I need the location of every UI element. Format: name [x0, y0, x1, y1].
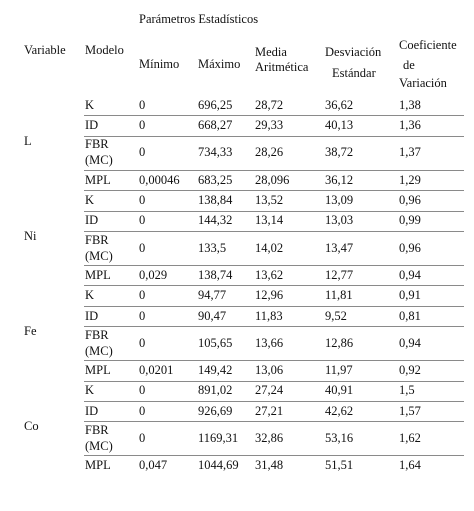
header-minimo: Mínimo — [139, 57, 180, 71]
row-divider — [84, 306, 464, 307]
max-cell: 138,84 — [198, 192, 233, 207]
variable-label: Ni — [24, 229, 37, 243]
header-variable: Variable — [24, 43, 66, 57]
min-cell: 0,047 — [139, 458, 168, 473]
max-cell: 683,25 — [198, 172, 233, 187]
max-cell: 144,32 — [198, 213, 233, 228]
modelo-cell: MPL — [85, 458, 111, 473]
max-cell: 668,27 — [198, 118, 233, 133]
coeficiente-cell: 0,92 — [399, 362, 421, 377]
media-cell: 27,24 — [255, 383, 284, 398]
coeficiente-cell: 0,94 — [399, 267, 421, 282]
coeficiente-cell: 0,96 — [399, 240, 421, 255]
max-cell: 696,25 — [198, 97, 233, 112]
row-divider — [84, 265, 464, 266]
variable-label: Co — [24, 419, 39, 434]
min-cell: 0,029 — [139, 267, 168, 282]
coeficiente-cell: 1,64 — [399, 458, 421, 473]
min-cell: 0 — [139, 383, 146, 398]
coeficiente-cell: 1,5 — [399, 383, 415, 398]
desviacion-cell: 13,03 — [325, 213, 354, 228]
media-cell: 27,21 — [255, 403, 284, 418]
desviacion-cell: 38,72 — [325, 145, 354, 160]
modelo-cell: ID — [85, 118, 99, 133]
min-cell: 0,0201 — [139, 362, 174, 377]
min-cell: 0 — [139, 288, 146, 303]
min-cell: 0 — [139, 118, 146, 133]
min-cell: 0 — [139, 430, 146, 445]
media-cell: 12,96 — [255, 288, 284, 303]
modelo-cell: FBR — [85, 232, 109, 247]
coeficiente-cell: 1,62 — [399, 430, 421, 445]
modelo-cell: FBR — [85, 422, 109, 437]
modelo-cell: MPL — [85, 172, 111, 187]
min-cell: 0 — [139, 97, 146, 112]
row-divider — [84, 231, 464, 232]
header-media-line2: Aritmética — [255, 60, 309, 74]
media-cell: 29,33 — [255, 118, 284, 133]
max-cell: 926,69 — [198, 403, 233, 418]
row-divider — [84, 285, 464, 286]
row-divider — [84, 115, 464, 116]
coeficiente-cell: 0,91 — [399, 288, 421, 303]
media-cell: 14,02 — [255, 240, 284, 255]
modelo-cell: ID — [85, 308, 99, 323]
row-divider — [84, 326, 464, 327]
max-cell: 891,02 — [198, 383, 233, 398]
row-divider — [84, 136, 464, 137]
min-cell: 0 — [139, 145, 146, 160]
max-cell: 1169,31 — [198, 430, 239, 445]
desviacion-cell: 36,62 — [325, 97, 354, 112]
header-coeficiente-line2: de — [403, 58, 415, 72]
header-maximo: Máximo — [198, 57, 241, 71]
modelo-cell: ID — [85, 403, 99, 418]
min-cell: 0 — [139, 403, 146, 418]
media-cell: 13,14 — [255, 213, 284, 228]
max-cell: 138,74 — [198, 267, 233, 282]
media-cell: 13,52 — [255, 192, 284, 207]
modelo-cell: K — [85, 288, 95, 303]
modelo-cell: ID — [85, 213, 99, 228]
row-divider — [84, 455, 464, 456]
min-cell: 0 — [139, 240, 146, 255]
modelo-cell: (MC) — [85, 343, 113, 358]
min-cell: 0 — [139, 335, 146, 350]
desviacion-cell: 51,51 — [325, 458, 354, 473]
min-cell: 0 — [139, 213, 146, 228]
coeficiente-cell: 1,57 — [399, 403, 421, 418]
desviacion-cell: 12,86 — [325, 335, 354, 350]
media-cell: 28,26 — [255, 145, 284, 160]
desviacion-cell: 40,13 — [325, 118, 354, 133]
media-cell: 13,62 — [255, 267, 284, 282]
header-coeficiente-line1: Coeficiente — [399, 38, 457, 52]
max-cell: 133,5 — [198, 240, 227, 255]
modelo-cell: MPL — [85, 267, 111, 282]
modelo-cell: (MC) — [85, 248, 113, 263]
modelo-cell: K — [85, 383, 95, 398]
media-cell: 31,48 — [255, 458, 284, 473]
row-divider — [84, 360, 464, 361]
desviacion-cell: 42,62 — [325, 403, 354, 418]
coeficiente-cell: 0,94 — [399, 335, 421, 350]
row-divider — [84, 170, 464, 171]
coeficiente-cell: 1,37 — [399, 145, 421, 160]
header-desviacion-line2: Estándar — [332, 66, 376, 80]
min-cell: 0 — [139, 192, 146, 207]
modelo-cell: FBR — [85, 327, 109, 342]
header-media-line1: Media — [255, 45, 287, 59]
max-cell: 90,47 — [198, 308, 227, 323]
desviacion-cell: 36,12 — [325, 172, 354, 187]
max-cell: 734,33 — [198, 145, 233, 160]
row-divider — [84, 190, 464, 191]
modelo-cell: (MC) — [85, 153, 113, 168]
coeficiente-cell: 1,36 — [399, 118, 421, 133]
media-cell: 28,72 — [255, 97, 284, 112]
media-cell: 13,66 — [255, 335, 284, 350]
max-cell: 94,77 — [198, 288, 227, 303]
coeficiente-cell: 0,96 — [399, 192, 421, 207]
max-cell: 149,42 — [198, 362, 233, 377]
coeficiente-cell: 0,81 — [399, 308, 421, 323]
desviacion-cell: 53,16 — [325, 430, 354, 445]
coeficiente-cell: 0,99 — [399, 213, 421, 228]
variable-label: L — [24, 133, 32, 148]
desviacion-cell: 11,97 — [325, 362, 353, 377]
min-cell: 0,00046 — [139, 172, 180, 187]
row-divider — [84, 381, 464, 382]
row-divider — [84, 421, 464, 422]
min-cell: 0 — [139, 308, 146, 323]
modelo-cell: FBR — [85, 137, 109, 152]
coeficiente-cell: 1,29 — [399, 172, 421, 187]
row-divider — [84, 401, 464, 402]
desviacion-cell: 12,77 — [325, 267, 354, 282]
desviacion-cell: 40,91 — [325, 383, 354, 398]
desviacion-cell: 13,47 — [325, 240, 354, 255]
modelo-cell: (MC) — [85, 438, 113, 453]
header-group-title: Parámetros Estadísticos — [139, 12, 259, 26]
variable-label: Fe — [24, 324, 37, 339]
desviacion-cell: 13,09 — [325, 192, 354, 207]
modelo-cell: K — [85, 97, 95, 112]
modelo-cell: K — [85, 192, 95, 207]
media-cell: 11,83 — [255, 308, 283, 323]
media-cell: 28,096 — [255, 172, 290, 187]
media-cell: 13,06 — [255, 362, 284, 377]
modelo-cell: MPL — [85, 362, 111, 377]
header-modelo: Modelo — [85, 43, 124, 57]
header-coeficiente-line3: Variación — [399, 76, 447, 90]
max-cell: 1044,69 — [198, 458, 239, 473]
coeficiente-cell: 1,38 — [399, 97, 421, 112]
desviacion-cell: 11,81 — [325, 288, 353, 303]
header-desviacion-line1: Desviación — [325, 45, 382, 59]
max-cell: 105,65 — [198, 335, 233, 350]
media-cell: 32,86 — [255, 430, 284, 445]
row-divider — [84, 211, 464, 212]
desviacion-cell: 9,52 — [325, 308, 347, 323]
